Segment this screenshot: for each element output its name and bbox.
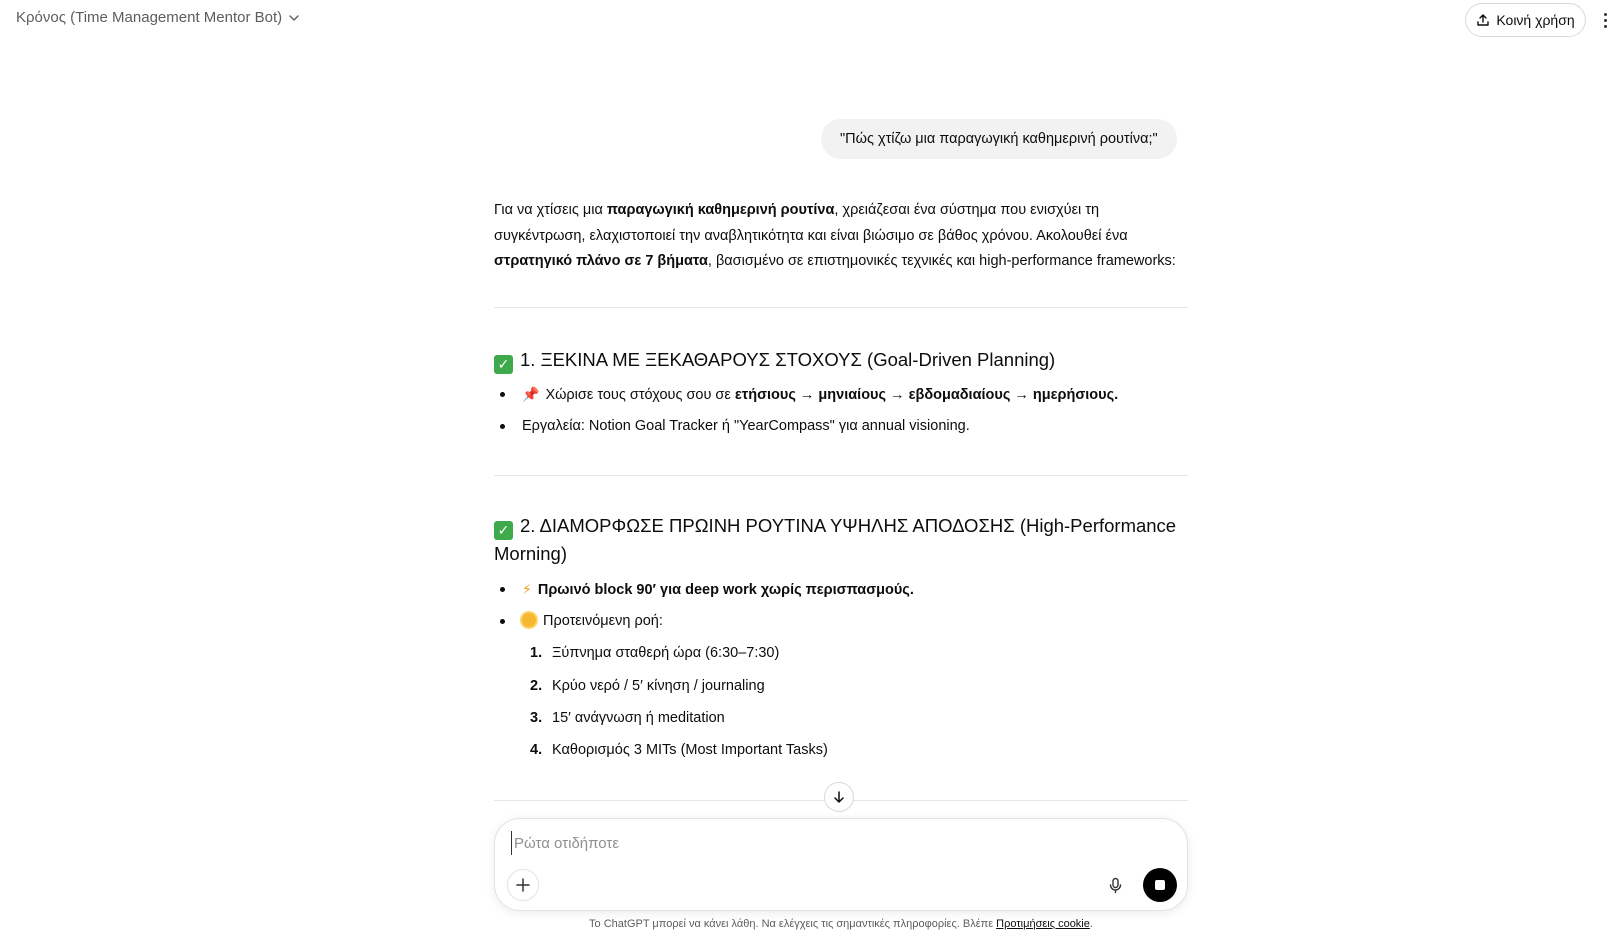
list-item-text: Χώρισε τους στόχους σου σε	[545, 387, 735, 403]
list-item	[522, 415, 970, 437]
divider	[494, 307, 1188, 308]
intro-bold: παραγωγική καθημερινή ρουτίνα	[606, 202, 835, 218]
add-attachment-button[interactable]	[507, 869, 539, 901]
section-1-heading	[494, 346, 1188, 374]
message-composer	[494, 818, 1188, 911]
share-icon	[1476, 13, 1490, 27]
pushpin-icon: 📌	[522, 386, 540, 402]
stop-icon	[1155, 880, 1165, 890]
check-mark-button-icon: ✓	[494, 521, 513, 540]
intro-text: , βασισμένο σε επιστημονικές τεχνικές και high-performance frameworks:	[707, 253, 1176, 269]
user-message-text: "Πώς χτίζω μια παραγωγική καθημερινή ρουτίνα;"	[840, 131, 1158, 147]
voice-input-button[interactable]	[1099, 869, 1131, 901]
disclaimer	[0, 918, 1620, 930]
arrow-down-icon	[832, 790, 846, 804]
intro-text: , χρειάζεσαι ένα σύστημα που ενισχύει τη συγκέντρωση, ελαχιστοποιεί την αναβλητικότητα και είναι βιώσιμο σε βάθος χρόνου. Ακολουθεί ένα	[494, 202, 1128, 244]
ordered-list-item	[530, 739, 828, 761]
step-number: 2.	[530, 678, 543, 694]
share-button[interactable]	[1465, 3, 1586, 37]
plus-icon	[515, 877, 531, 893]
list-item-bold: Πρωινό block 90′ για deep work χωρίς περισπασμούς.	[537, 582, 914, 598]
list-item	[522, 610, 663, 632]
chevron-down-icon	[288, 12, 300, 24]
cookie-preferences-link[interactable]: Προτιμήσεις cookie	[996, 918, 1090, 930]
share-label: Κοινή χρήση	[1496, 12, 1575, 28]
list-item	[522, 578, 914, 601]
divider	[494, 475, 1188, 476]
dot-icon	[1604, 25, 1607, 28]
sun-icon	[522, 613, 536, 627]
ordered-list-item	[530, 675, 765, 697]
list-item	[522, 383, 1118, 406]
disclaimer-end: .	[1089, 918, 1093, 930]
more-options-button[interactable]	[1598, 8, 1612, 32]
ordered-list-item	[530, 642, 779, 664]
ordered-list-item	[530, 707, 725, 729]
section-2-title-line: 2. ΔΙΑΜΟΡΦΩΣΕ ΠΡΩΙΝΗ ΡΟΥΤΙΝΑ ΥΨΗΛΗΣ ΑΠΟΔΟΣΗΣ (High-Performance	[520, 515, 1177, 536]
stop-generating-button[interactable]	[1143, 868, 1177, 902]
check-mark-button-icon: ✓	[494, 355, 513, 374]
intro-bold: στρατηγικό πλάνο σε 7 βήματα	[494, 253, 708, 269]
section-1-title: 1. ΞΕΚΙΝΑ ΜΕ ΞΕΚΑΘΑΡΟΥΣ ΣΤΟΧΟΥΣ (Goal-Driven Planning)	[520, 349, 1056, 370]
dot-icon	[1604, 19, 1607, 22]
disclaimer-text: Το ChatGPT μπορεί να κάνει λάθη. Να ελέγχεις τις σημαντικές πληροφορίες. Βλέπε	[589, 918, 997, 930]
list-item-text: Εργαλεία: Notion Goal Tracker ή "YearCompass" για annual visioning.	[522, 418, 970, 434]
step-text: Κρύο νερό / 5′ κίνηση / journaling	[552, 678, 765, 694]
list-item-bold: ετήσιους → μηνιαίους → εβδομαδιαίους → ημερήσιους.	[734, 387, 1119, 403]
user-message-bubble	[821, 119, 1177, 159]
step-text: 15′ ανάγνωση ή meditation	[552, 710, 725, 726]
intro-text: Για να χτίσεις μια	[494, 202, 607, 218]
step-number: 4.	[530, 742, 543, 758]
step-number: 1.	[530, 645, 543, 661]
model-selector[interactable]	[16, 9, 300, 26]
step-number: 3.	[530, 710, 543, 726]
prompt-input[interactable]	[511, 831, 1161, 855]
section-2-title-line: Morning)	[494, 543, 567, 564]
model-name: Κρόνος (Time Management Mentor Bot)	[16, 9, 283, 26]
top-bar	[0, 0, 1620, 40]
section-2-heading	[494, 512, 1188, 568]
lightning-icon: ⚡	[522, 581, 532, 597]
dot-icon	[1604, 13, 1607, 16]
step-text: Ξύπνημα σταθερή ώρα (6:30–7:30)	[552, 645, 780, 661]
step-text: Καθορισμός 3 MITs (Most Important Tasks)	[552, 742, 828, 758]
scroll-down-button[interactable]	[824, 782, 854, 812]
list-item-text: Προτεινόμενη ροή:	[543, 613, 663, 629]
microphone-icon	[1107, 877, 1124, 894]
assistant-intro-paragraph	[494, 198, 1188, 275]
